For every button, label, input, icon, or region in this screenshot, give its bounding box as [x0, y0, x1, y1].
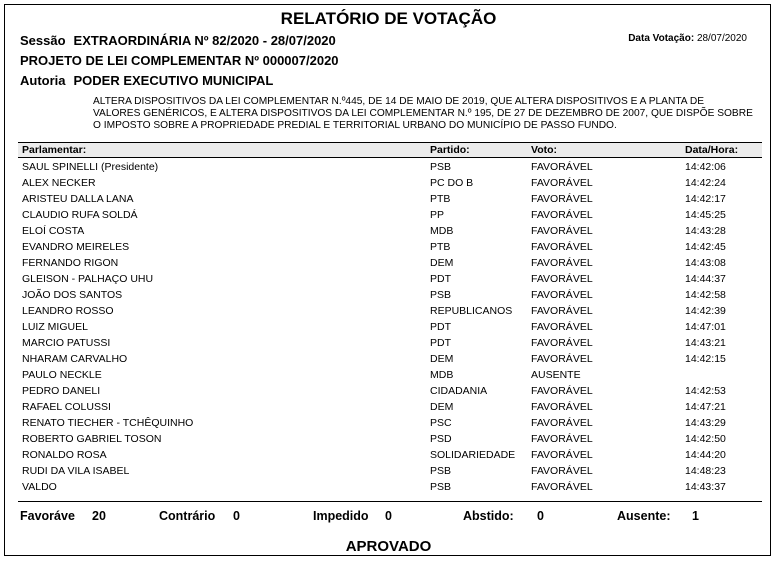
table-row — [18, 398, 762, 414]
table-row — [18, 222, 762, 238]
cell-voto: FAVORÁVEL — [531, 449, 593, 461]
total-value: 0 — [233, 509, 240, 523]
cell-parlamentar: RONALDO ROSA — [22, 449, 107, 461]
table-row — [18, 270, 762, 286]
header-voto: Voto: — [531, 144, 558, 156]
cell-parlamentar: CLAUDIO RUFA SOLDÁ — [22, 209, 138, 221]
cell-partido: PSB — [430, 161, 452, 173]
header-partido: Partido: — [430, 144, 470, 156]
cell-partido: MDB — [430, 225, 454, 237]
cell-parlamentar: PAULO NECKLE — [22, 369, 102, 381]
cell-datahora: 14:42:39 — [685, 305, 726, 317]
cell-parlamentar: GLEISON - PALHAÇO UHU — [22, 273, 154, 285]
cell-datahora: 14:47:21 — [685, 401, 726, 413]
cell-datahora: 14:44:20 — [685, 449, 726, 461]
table-row — [18, 190, 762, 206]
cell-partido: PSB — [430, 481, 452, 493]
cell-voto: FAVORÁVEL — [531, 289, 593, 301]
cell-voto: FAVORÁVEL — [531, 257, 593, 269]
cell-voto: FAVORÁVEL — [531, 177, 593, 189]
cell-parlamentar: FERNANDO RIGON — [22, 257, 119, 269]
total-label: Favoráve — [20, 509, 75, 523]
cell-partido: REPUBLICANOS — [430, 305, 513, 317]
cell-voto: FAVORÁVEL — [531, 193, 593, 205]
table-row — [18, 366, 762, 382]
cell-partido: MDB — [430, 369, 454, 381]
session-line — [20, 33, 336, 48]
cell-datahora: 14:42:06 — [685, 161, 726, 173]
cell-voto: FAVORÁVEL — [531, 353, 593, 365]
cell-partido: DEM — [430, 353, 454, 365]
cell-parlamentar: PEDRO DANELI — [22, 385, 101, 397]
table-row — [18, 206, 762, 222]
cell-datahora: 14:43:08 — [685, 257, 726, 269]
vote-date — [628, 33, 747, 44]
cell-voto: FAVORÁVEL — [531, 401, 593, 413]
table-row — [18, 478, 762, 494]
project-description: ALTERA DISPOSITIVOS DA LEI COMPLEMENTAR N.º445, DE 14 DE MAIO DE 2019, QUE ALTERA DISPOSITIVOS E A PLANTA DE VALORES GENÉRICOS, E ALTERA DISPOSITIVOS DA LEI COMPLEMENTAR N.º 195, DE 27 DE DEZEMBRO DE 2007, QUE DISPÕE SOBRE O IMPOSTO SOBRE A PROPRIEDADE PREDIAL E TERRITORIAL URBANO DO MUNICÍPIO DE PASSO FUNDO. — [93, 96, 753, 131]
cell-datahora: 14:43:37 — [685, 481, 726, 493]
cell-datahora: 14:42:24 — [685, 177, 726, 189]
cell-datahora: 14:42:53 — [685, 385, 726, 397]
vote-date-value: 28/07/2020 — [696, 33, 747, 44]
cell-voto: FAVORÁVEL — [531, 161, 593, 173]
cell-partido: PP — [430, 209, 445, 221]
cell-datahora: 14:43:21 — [685, 337, 726, 349]
cell-partido: SOLIDARIEDADE — [430, 449, 516, 461]
cell-partido: CIDADANIA — [430, 385, 488, 397]
totals-separator — [18, 501, 762, 502]
cell-parlamentar: RAFAEL COLUSSI — [22, 401, 111, 413]
cell-datahora: 14:42:58 — [685, 289, 726, 301]
total-label: Ausente: — [617, 509, 671, 523]
cell-voto: FAVORÁVEL — [531, 465, 593, 477]
table-row — [18, 158, 762, 174]
cell-partido: PTB — [430, 193, 451, 205]
table-row — [18, 430, 762, 446]
table-header — [18, 142, 762, 158]
cell-partido: PTB — [430, 241, 451, 253]
table-row — [18, 238, 762, 254]
cell-parlamentar: LUIZ MIGUEL — [22, 321, 88, 333]
header-datahora: Data/Hora: — [685, 144, 739, 156]
table-row — [18, 462, 762, 478]
cell-partido: PSB — [430, 465, 452, 477]
vote-date-label: Data Votação: — [628, 33, 695, 44]
cell-parlamentar: ROBERTO GABRIEL TOSON — [22, 433, 162, 445]
cell-voto: FAVORÁVEL — [531, 273, 593, 285]
cell-parlamentar: RENATO TIECHER - TCHÊQUINHO — [22, 417, 194, 429]
authorship-label: Autoria — [20, 73, 66, 88]
cell-partido: PDT — [430, 337, 451, 349]
cell-partido: PC DO B — [430, 177, 474, 189]
cell-voto: FAVORÁVEL — [531, 481, 593, 493]
cell-parlamentar: LEANDRO ROSSO — [22, 305, 114, 317]
cell-voto: FAVORÁVEL — [531, 385, 593, 397]
cell-datahora: 14:42:50 — [685, 433, 726, 445]
cell-voto: AUSENTE — [531, 369, 581, 381]
cell-parlamentar: EVANDRO MEIRELES — [22, 241, 130, 253]
cell-partido: DEM — [430, 257, 454, 269]
total-value: 0 — [385, 509, 392, 523]
cell-datahora: 14:44:37 — [685, 273, 726, 285]
cell-datahora: 14:42:17 — [685, 193, 726, 205]
cell-parlamentar: JOÃO DOS SANTOS — [22, 289, 123, 301]
project-title: PROJETO DE LEI COMPLEMENTAR Nº 000007/2020 — [20, 53, 339, 68]
cell-parlamentar: MARCIO PATUSSI — [22, 337, 111, 349]
cell-partido: DEM — [430, 401, 454, 413]
cell-datahora: 14:45:25 — [685, 209, 726, 221]
cell-partido: PSD — [430, 433, 452, 445]
table-row — [18, 334, 762, 350]
session-label: Sessão — [20, 33, 66, 48]
total-value: 0 — [537, 509, 544, 523]
cell-voto: FAVORÁVEL — [531, 305, 593, 317]
header-parlamentar: Parlamentar: — [22, 144, 87, 156]
total-label: Impedido — [313, 509, 369, 523]
vote-result: APROVADO — [345, 538, 432, 555]
table-row — [18, 414, 762, 430]
cell-voto: FAVORÁVEL — [531, 209, 593, 221]
session-value: EXTRAORDINÁRIA Nº 82/2020 - 28/07/2020 — [73, 33, 336, 48]
cell-datahora: 14:48:23 — [685, 465, 726, 477]
table-body — [18, 158, 762, 494]
table-row — [18, 302, 762, 318]
table-row — [18, 382, 762, 398]
authorship-value: PODER EXECUTIVO MUNICIPAL — [73, 73, 274, 88]
total-value: 20 — [92, 509, 106, 523]
cell-parlamentar: NHARAM CARVALHO — [22, 353, 128, 365]
cell-datahora: 14:42:15 — [685, 353, 726, 365]
cell-voto: FAVORÁVEL — [531, 225, 593, 237]
cell-voto: FAVORÁVEL — [531, 337, 593, 349]
cell-voto: FAVORÁVEL — [531, 241, 593, 253]
cell-parlamentar: SAUL SPINELLI (Presidente) — [22, 161, 159, 173]
cell-partido: PDT — [430, 273, 451, 285]
table-row — [18, 318, 762, 334]
cell-parlamentar: ARISTEU DALLA LANA — [22, 193, 134, 205]
cell-parlamentar: ELOÍ COSTA — [22, 225, 85, 237]
table-row — [18, 286, 762, 302]
cell-voto: FAVORÁVEL — [531, 417, 593, 429]
total-label: Contrário — [159, 509, 216, 523]
authorship-line — [20, 73, 273, 88]
votes-table — [18, 142, 762, 494]
table-row — [18, 446, 762, 462]
report-title: RELATÓRIO DE VOTAÇÃO — [280, 9, 497, 28]
total-label: Abstido: — [463, 509, 514, 523]
cell-datahora: 14:43:28 — [685, 225, 726, 237]
cell-parlamentar: ALEX NECKER — [22, 177, 96, 189]
cell-datahora: 14:43:29 — [685, 417, 726, 429]
table-row — [18, 350, 762, 366]
table-row — [18, 174, 762, 190]
cell-partido: PSC — [430, 417, 452, 429]
table-row — [18, 254, 762, 270]
cell-parlamentar: VALDO — [22, 481, 57, 493]
cell-datahora: 14:42:45 — [685, 241, 726, 253]
cell-partido: PDT — [430, 321, 451, 333]
total-value: 1 — [692, 509, 699, 523]
cell-datahora: 14:47:01 — [685, 321, 726, 333]
cell-voto: FAVORÁVEL — [531, 433, 593, 445]
cell-partido: PSB — [430, 289, 452, 301]
cell-parlamentar: RUDI DA VILA ISABEL — [22, 465, 130, 477]
cell-voto: FAVORÁVEL — [531, 321, 593, 333]
